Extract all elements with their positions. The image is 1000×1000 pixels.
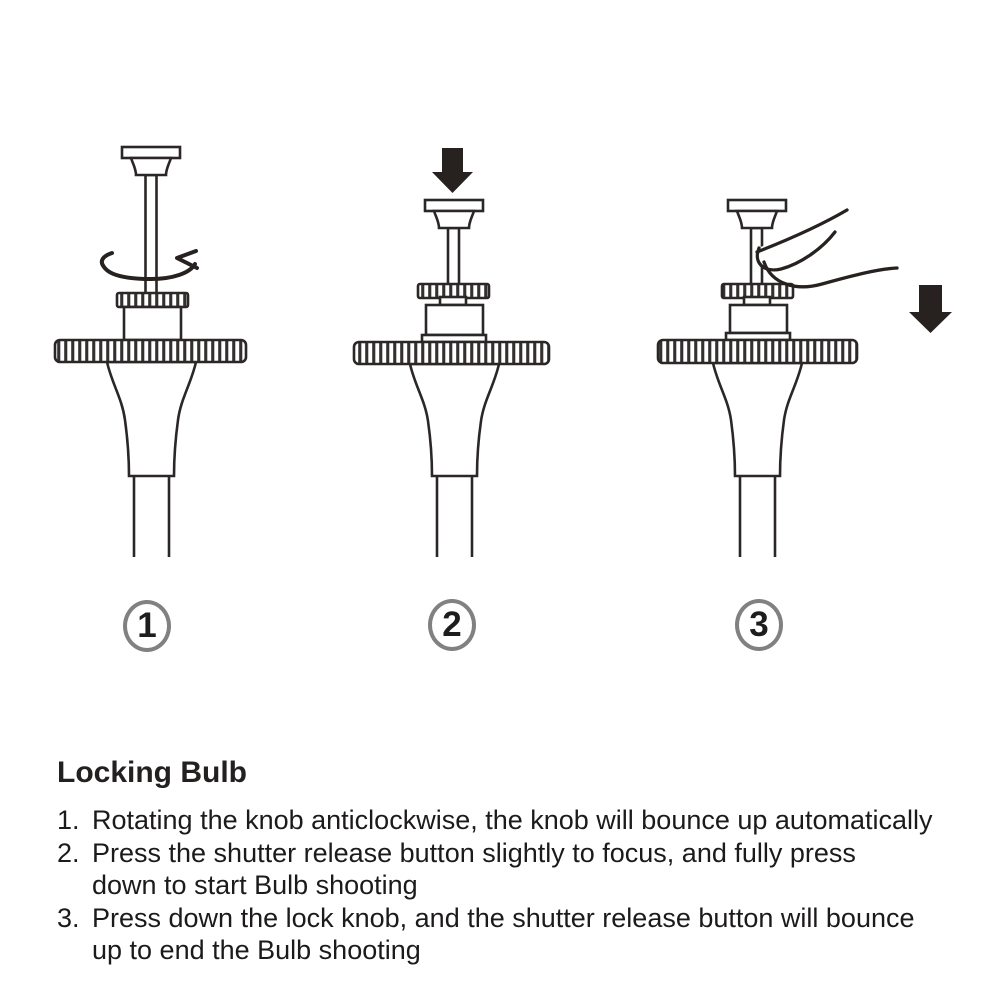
section-title: Locking Bulb (57, 756, 247, 789)
instruction-list (57, 804, 992, 967)
shutter-release-neck (131, 158, 171, 175)
step-2-figure (354, 148, 549, 557)
grip-taper (107, 362, 196, 476)
step-2-badge (428, 599, 476, 651)
mounting-disc (55, 340, 246, 362)
step-2-number: 2 (442, 605, 462, 644)
release-body (730, 305, 787, 333)
step-1-number: 1 (137, 606, 157, 645)
shutter-release-button (122, 147, 180, 158)
instruction-2-line-2: down to start Bulb shooting (92, 870, 418, 900)
release-cable (740, 477, 775, 557)
step-3-number: 3 (749, 605, 769, 644)
instruction-2-number: 2. (57, 837, 80, 868)
release-body (426, 305, 483, 335)
lock-knob (117, 293, 188, 307)
press-down-arrow-icon (432, 148, 473, 193)
instruction-item-1 (57, 804, 992, 837)
shutter-release-neck (434, 211, 474, 228)
down-arrow-icon (909, 285, 952, 333)
instruction-3-line-2: up to end the Bulb shooting (92, 935, 421, 965)
release-body (124, 307, 181, 340)
mounting-disc (354, 342, 549, 364)
step-3-figure (658, 200, 952, 557)
instruction-1-line-1: Rotating the knob anticlockwise, the knob will bounce up automatically (92, 805, 933, 835)
instruction-item-3 (57, 902, 992, 967)
step-1-badge (123, 600, 171, 652)
mounting-disc (658, 340, 857, 363)
instruction-2-line-1: Press the shutter release button slightly to focus, and fully press (92, 837, 856, 868)
finger-press-illustration (756, 210, 897, 287)
shutter-release-button (728, 200, 786, 211)
shutter-release-button (425, 200, 483, 211)
instruction-item-2 (57, 837, 992, 902)
grip-taper (713, 363, 802, 476)
instruction-3-line-1: Press down the lock knob, and the shutter release button will bounce (92, 902, 915, 933)
grip-taper (410, 364, 499, 476)
instruction-3-number: 3. (57, 902, 80, 933)
step-3-badge (735, 599, 783, 651)
release-cable (437, 477, 472, 557)
step-1-figure (55, 147, 246, 557)
instruction-1-number: 1. (57, 805, 80, 835)
shutter-release-neck (737, 211, 777, 228)
release-cable (134, 477, 169, 557)
plunger-shaft (448, 228, 459, 288)
